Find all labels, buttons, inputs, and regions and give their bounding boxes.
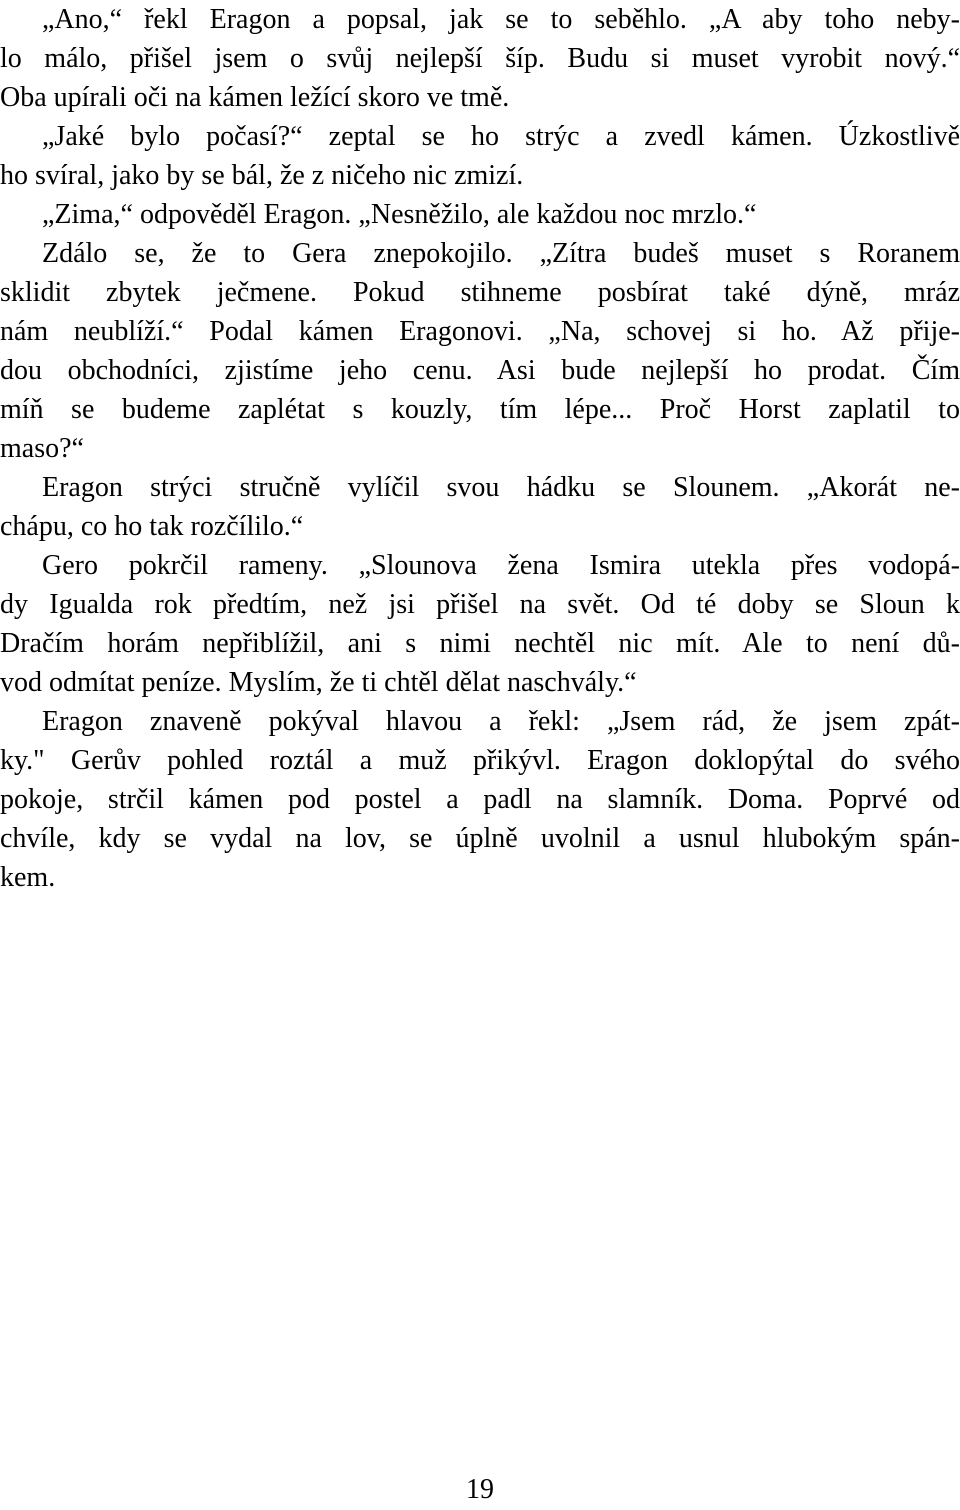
text-line: ky." Gerův pohled roztál a muž přikývl. Eragon doklopýtal do svého <box>0 745 960 776</box>
text-line: Eragon strýci stručně vylíčil svou hádku se Slounem. „Akorát ne- <box>42 472 960 503</box>
text-line: chápu, co ho tak rozčílilo.“ <box>0 511 304 542</box>
text-line: „Ano,“ řekl Eragon a popsal, jak se to seběhlo. „A aby toho neby- <box>42 4 960 35</box>
text-line: lo málo, přišel jsem o svůj nejlepší šíp. Budu si muset vyrobit nový.“ <box>0 43 960 74</box>
page-number: 19 <box>466 1474 494 1505</box>
text-line: Dračím horám nepřiblížil, ani s nimi nechtěl nic mít. Ale to není dů- <box>0 628 960 659</box>
text-line: „Jaké bylo počasí?“ zeptal se ho strýc a zvedl kámen. Úzkostlivě <box>42 121 960 152</box>
text-line: nám neublíží.“ Podal kámen Eragonovi. „Na, schovej si ho. Až přije- <box>0 316 960 347</box>
text-line: míň se budeme zaplétat s kouzly, tím lépe... Proč Horst zaplatil to <box>0 394 960 425</box>
text-line: chvíle, kdy se vydal na lov, se úplně uvolnil a usnul hlubokým spán- <box>0 823 960 854</box>
text-line: sklidit zbytek ječmene. Pokud stihneme posbírat také dýně, mráz <box>0 277 960 308</box>
text-line: pokoje, strčil kámen pod postel a padl na slamník. Doma. Poprvé od <box>0 784 960 815</box>
text-line: Eragon znaveně pokýval hlavou a řekl: „Jsem rád, že jsem zpát- <box>42 706 960 737</box>
text-line: Gero pokrčil rameny. „Slounova žena Ismira utekla přes vodopá- <box>42 550 960 581</box>
text-line: Zdálo se, že to Gera znepokojilo. „Zítra budeš muset s Roranem <box>42 238 960 269</box>
text-line: ho svíral, jako by se bál, že z ničeho nic zmizí. <box>0 160 524 191</box>
text-line: Oba upírali oči na kámen ležící skoro ve tmě. <box>0 82 510 113</box>
text-line: maso?“ <box>0 433 84 464</box>
text-line: vod odmítat peníze. Myslím, že ti chtěl dělat naschvály.“ <box>0 667 637 698</box>
text-line: „Zima,“ odpověděl Eragon. „Nesněžilo, ale každou noc mrzlo.“ <box>42 199 757 230</box>
text-line: kem. <box>0 862 56 893</box>
text-line: dou obchodníci, zjistíme jeho cenu. Asi bude nejlepší ho prodat. Čím <box>0 355 960 386</box>
text-line: dy Igualda rok předtím, než jsi přišel na svět. Od té doby se Sloun k <box>0 589 960 620</box>
